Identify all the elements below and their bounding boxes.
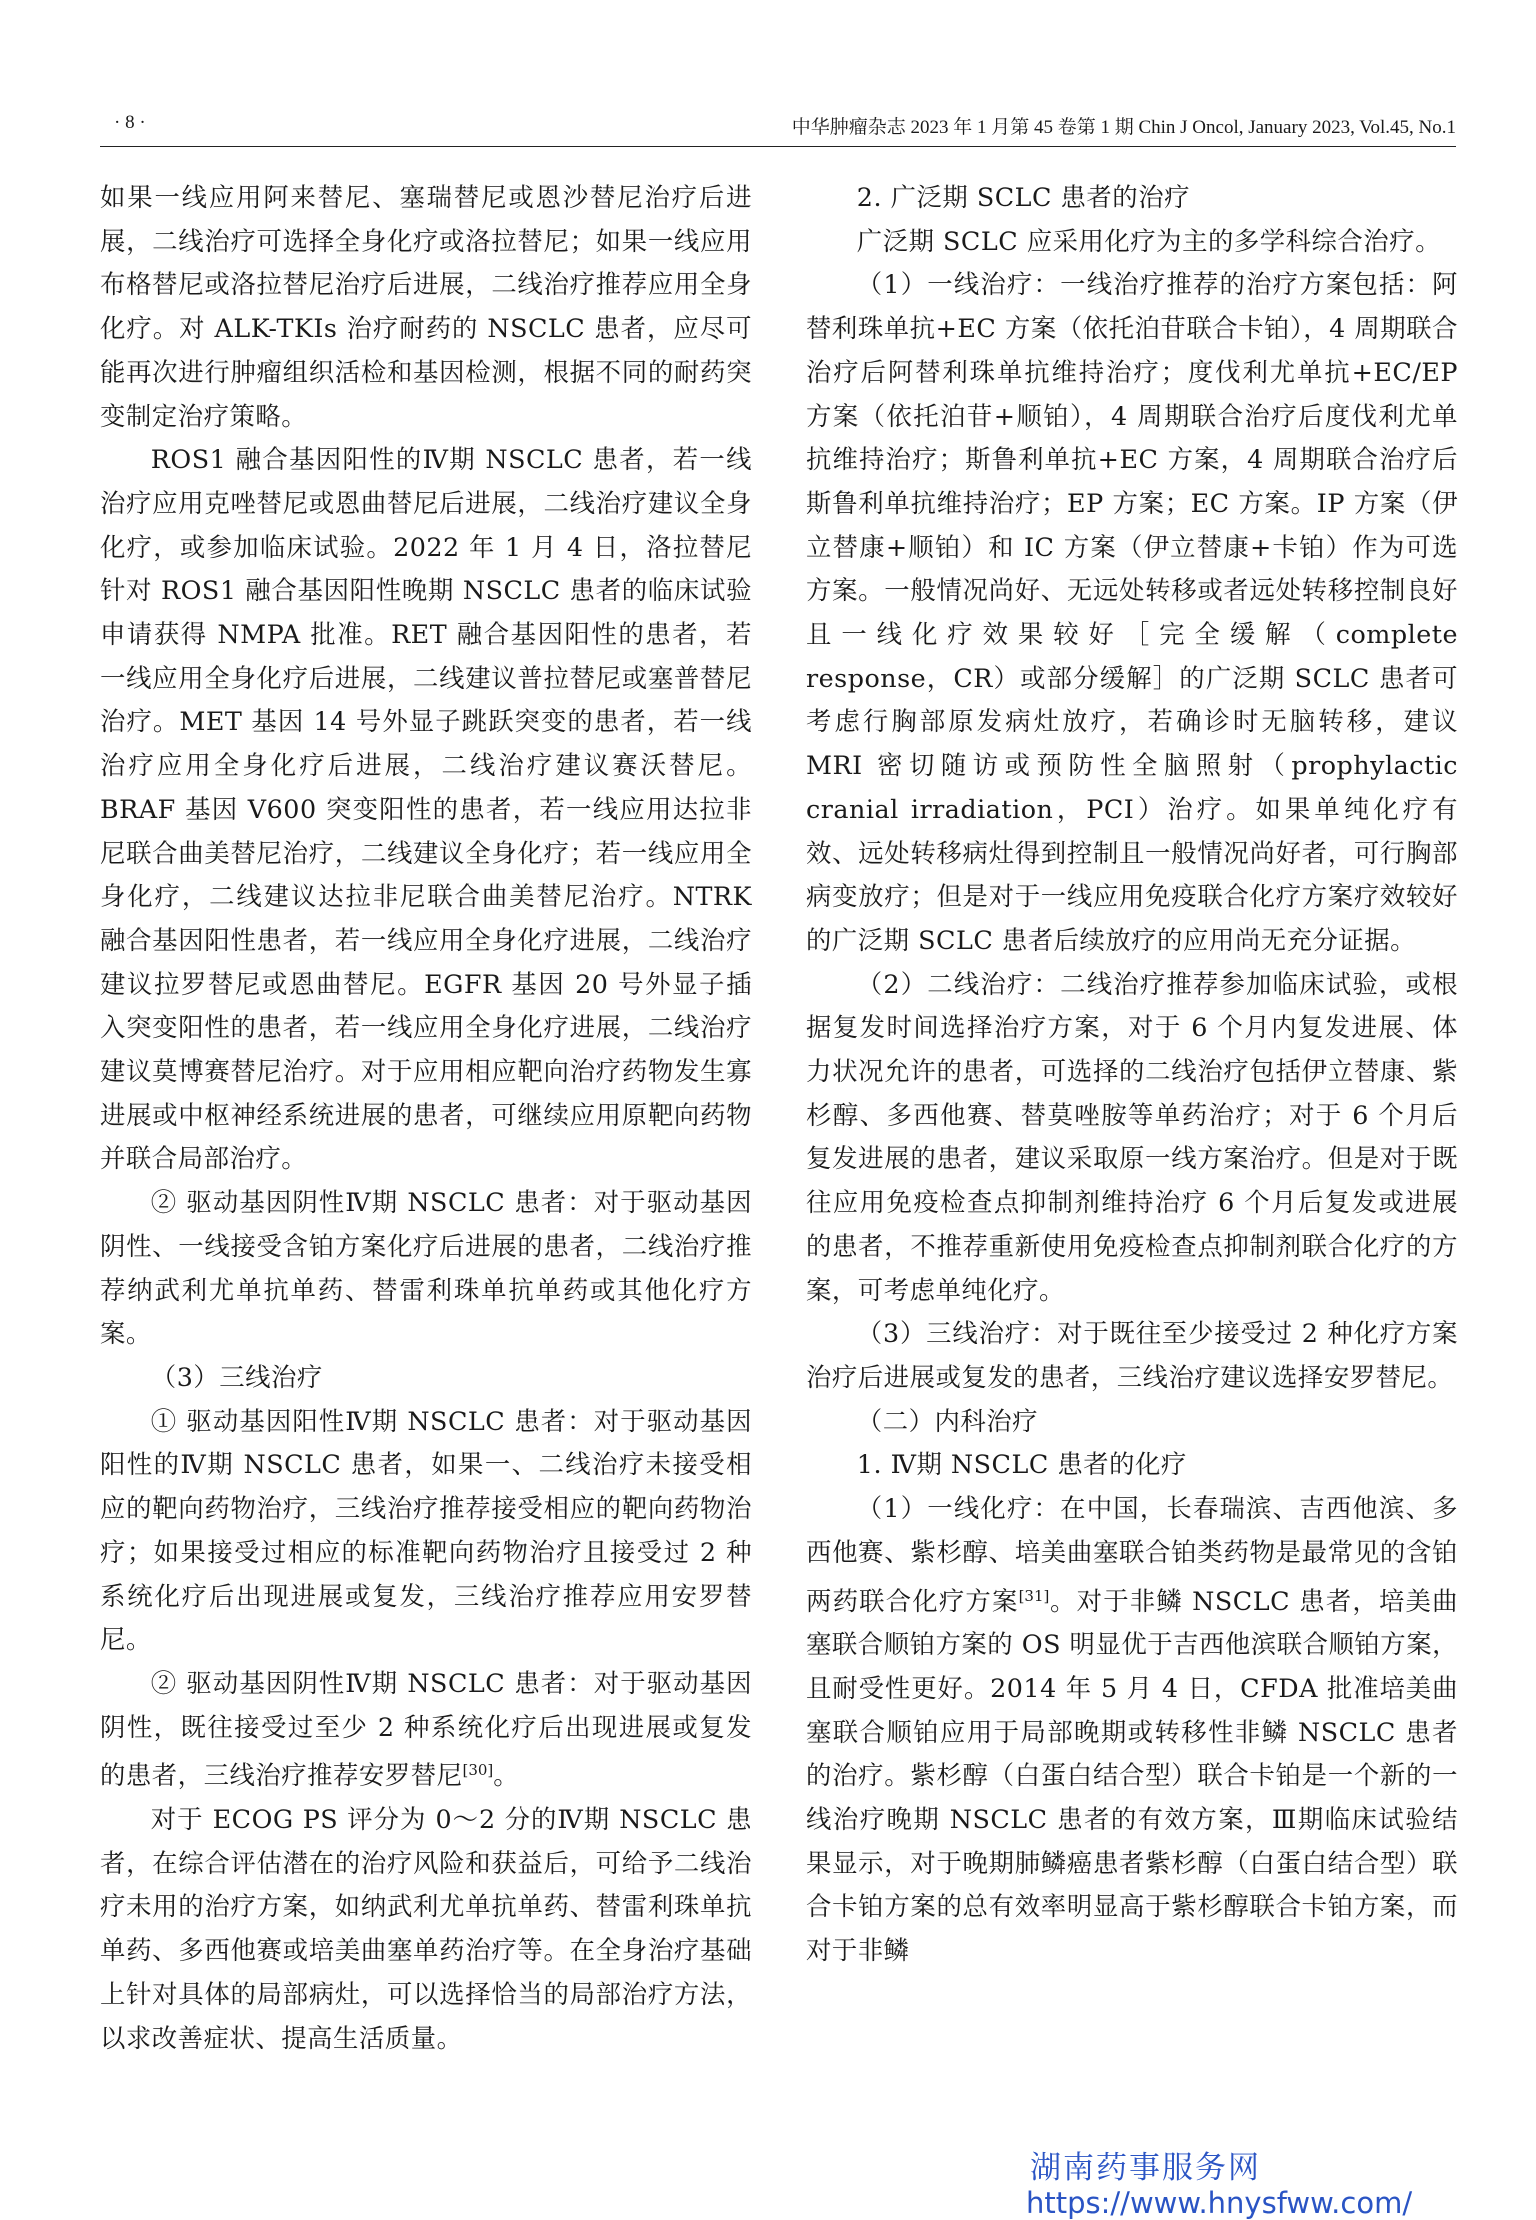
page-number: · 8 ·	[114, 112, 146, 133]
paragraph: ② 驱动基因阴性Ⅳ期 NSCLC 患者：对于驱动基因阴性、一线接受含铂方案化疗后进展的患者，二线治疗推荐纳武利尤单抗单药、替雷利珠单抗单药或其他化疗方案。	[100, 1187, 752, 1349]
running-header	[100, 112, 1456, 142]
paragraph: （3）三线治疗：对于既往至少接受过 2 种化疗方案治疗后进展或复发的患者，三线治疗建议选择安罗替尼。	[806, 1318, 1458, 1392]
paragraph: 对于 ECOG PS 评分为 0～2 分的Ⅳ期 NSCLC 患者，在综合评估潜在的治疗风险和获益后，可给予二线治疗未用的治疗方案，如纳武利尤单抗单药、替雷利珠单抗单药、多西他赛或培美曲塞单药治疗等。在全身治疗基础上针对具体的局部病灶，可以选择恰当的局部治疗方法，以求改善症状、提高生活质量。	[100, 1804, 752, 2053]
watermark-site-name: 湖南药事服务网	[1030, 2150, 1261, 2186]
section-heading: （二）内科治疗	[856, 1405, 1039, 1436]
paragraph: （1）一线治疗：一线治疗推荐的治疗方案包括：阿替利珠单抗+EC 方案（依托泊苷联合卡铂），4 周期联合治疗后阿替利珠单抗维持治疗；度伐利尤单抗+EC/EP 方案（依托泊苷+顺铂），4 周期联合治疗后度伐利尤单抗维持治疗；斯鲁利单抗+EC 方案，4 周期联合治疗后斯鲁利单抗维持治疗；EP 方案；EC 方案。IP 方案（伊立替康+顺铂）和 IC 方案（伊立替康+卡铂）作为可选方案。一般情况尚好、无远处转移或者远处转移控制良好且一线化疗效果较好［完全缓解（complete response，CR）或部分缓解］的广泛期 SCLC 患者可考虑行胸部原发病灶放疗，若确诊时无脑转移，建议 MRI 密切随访或预防性全脑照射（prophylactic cranial irradiation，PCI）治疗。如果单纯化疗有效、远处转移病灶得到控制且一般情况尚好者，可行胸部病变放疗；但是对于一线应用免疫联合化疗方案疗效较好的广泛期 SCLC 患者后续放疗的应用尚无充分证据。	[806, 269, 1458, 955]
subheading: （3）三线治疗	[150, 1361, 323, 1392]
paragraph: 如果一线应用阿来替尼、塞瑞替尼或恩沙替尼治疗后进展，二线治疗可选择全身化疗或洛拉替尼；如果一线应用布格替尼或洛拉替尼治疗后进展，二线治疗推荐应用全身化疗。对 ALK-TKIs 治疗耐药的 NSCLC 患者，应尽可能再次进行肿瘤组织活检和基因检测，根据不同的耐药突变制定治疗策略。	[100, 182, 752, 431]
section-heading: 2. 广泛期 SCLC 患者的治疗	[856, 182, 1190, 212]
paragraph: ROS1 融合基因阳性的Ⅳ期 NSCLC 患者，若一线治疗应用克唑替尼或恩曲替尼后进展，二线治疗建议全身化疗，或参加临床试验。2022 年 1 月 4 日，洛拉替尼针对 ROS1 融合基因阳性晚期 NSCLC 患者的临床试验申请获得 NMPA 批准。RET 融合基因阳性的患者，若一线应用全身化疗后进展，二线建议普拉替尼或塞普替尼治疗。MET 基因 14 号外显子跳跃突变的患者，若一线治疗应用全身化疗后进展，二线治疗建议赛沃替尼。BRAF 基因 V600 突变阳性的患者，若一线应用达拉非尼联合曲美替尼治疗，二线建议全身化疗；若一线应用全身化疗，二线建议达拉非尼联合曲美替尼治疗。NTRK 融合基因阳性患者，若一线应用全身化疗进展，二线治疗建议拉罗替尼或恩曲替尼。EGFR 基因 20 号外显子插入突变阳性的患者，若一线应用全身化疗进展，二线治疗建议莫博赛替尼治疗。对于应用相应靶向治疗药物发生寡进展或中枢神经系统进展的患者，可继续应用原靶向药物并联合局部治疗。	[100, 444, 752, 1174]
left-column	[100, 176, 752, 2060]
paragraph: ① 驱动基因阳性Ⅳ期 NSCLC 患者：对于驱动基因阳性的Ⅳ期 NSCLC 患者，如果一、二线治疗未接受相应的靶向药物治疗，三线治疗推荐接受相应的靶向药物治疗；如果接受过相应的标准靶向药物治疗且接受过 2 种系统化疗后出现进展或复发，三线治疗推荐应用安罗替尼。	[100, 1405, 752, 1655]
right-column	[806, 176, 1458, 1973]
citation-ref[interactable]: [31]	[1018, 1586, 1050, 1605]
section-heading: 1. Ⅳ期 NSCLC 患者的化疗	[856, 1449, 1187, 1480]
paragraph: （1）一线化疗：在中国，长春瑞滨、吉西他滨、多西他赛、紫杉醇、培美曲塞联合铂类药物是最常见的含铂两药联合化疗方案[31]。对于非鳞 NSCLC 患者，培美曲塞联合顺铂方案的 OS 明显优于吉西他滨联合顺铂方案，且耐受性更好。2014 年 5 月 4 日，CFDA 批准培美曲塞联合顺铂应用于局部晚期或转移性非鳞 NSCLC 患者的治疗。紫杉醇（白蛋白结合型）联合卡铂是一个新的一线治疗晚期 NSCLC 患者的有效方案，Ⅲ期临床试验结果显示，对于晚期肺鳞癌患者紫杉醇（白蛋白结合型）联合卡铂方案的总有效率明显高于紫杉醇联合卡铂方案，而对于非鳞	[806, 1493, 1459, 1966]
journal-citation: 中华肿瘤杂志 2023 年 1 月第 45 卷第 1 期 Chin J Oncol, January 2023, Vol.45, No.1	[791, 117, 1456, 138]
watermark-url[interactable]: https://www.hnysfww.com/	[1026, 2186, 1413, 2220]
paragraph: ② 驱动基因阴性Ⅳ期 NSCLC 患者：对于驱动基因阴性，既往接受过至少 2 种系统化疗后出现进展或复发的患者，三线治疗推荐安罗替尼[30]。	[100, 1667, 752, 1791]
paragraph: （2）二线治疗：二线治疗推荐参加临床试验，或根据复发时间选择治疗方案，对于 6 个月内复发进展、体力状况允许的患者，可选择的二线治疗包括伊立替康、紫杉醇、多西他赛、替莫唑胺等单药治疗；对于 6 个月后复发进展的患者，建议采取原一线方案治疗。但是对于既往应用免疫检查点抑制剂维持治疗 6 个月后复发或进展的患者，不推荐重新使用免疫检查点抑制剂联合化疗的方案，可考虑单纯化疗。	[806, 968, 1458, 1305]
citation-ref[interactable]: [30]	[462, 1761, 494, 1780]
paragraph: 广泛期 SCLC 应采用化疗为主的多学科综合治疗。	[856, 225, 1441, 256]
header-rule	[100, 146, 1456, 147]
